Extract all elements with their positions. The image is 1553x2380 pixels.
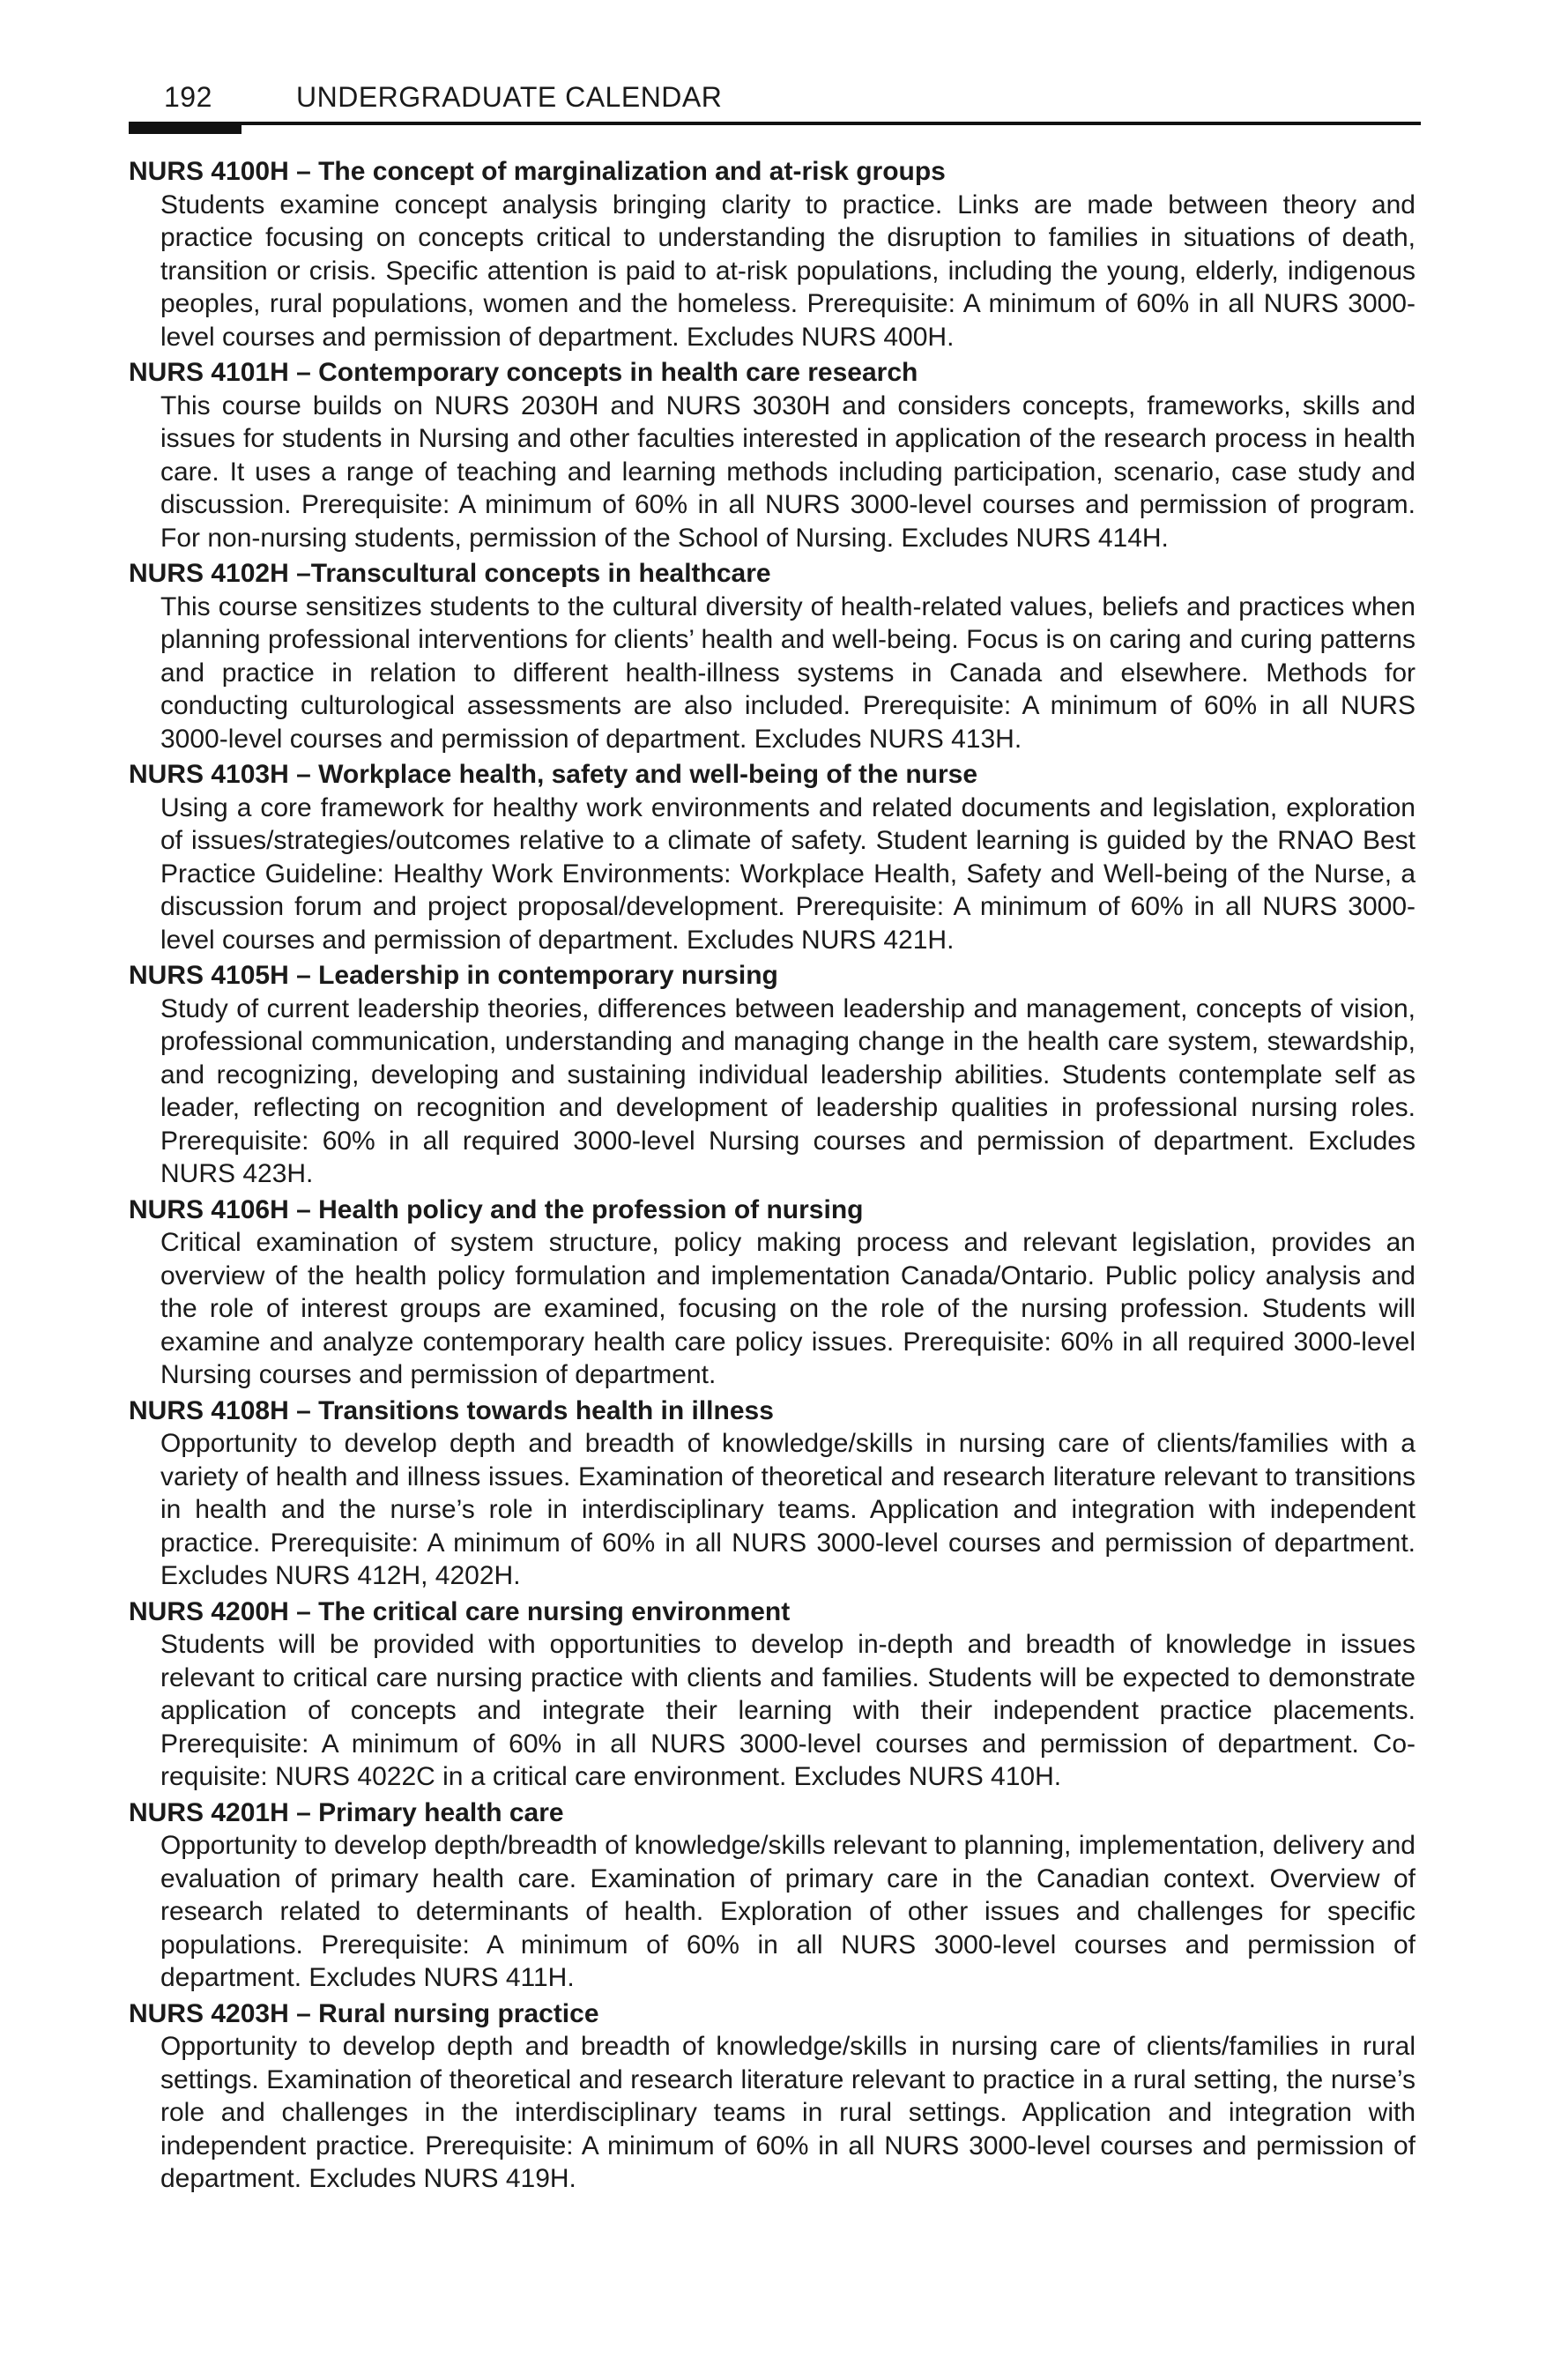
course-entry-nurs-4105h [129,959,1421,1191]
course-description: Opportunity to develop depth and breadth of knowledge/skills in nursing care of clients/families with a variety of health and illness issues. Examination of theoretical and research literature relevant to transitions in health and the nurse’s role in interdisciplinary teams. Application and integration with independent practice. Prerequisite: A minimum of 60% in all NURS 3000-level courses and permission of department. Excludes NURS 412H, 4202H. [160,1429,1416,1590]
header-rule-line [129,122,1421,125]
course-description: Students examine concept analysis bringing clarity to practice. Links are made between theory and practice focusing on concepts critical to understanding the disruption to families in situations of death, transition or crisis. Specific attention is paid to at-risk populations, including the young, elderly, indigenous peoples, rural populations, women and the homeless. Prerequisite: A minimum of 60% in all NURS 3000-level courses and permission of department. Excludes NURS 400H. [160,190,1416,352]
course-title: NURS 4101H – Contemporary concepts in health care research [129,358,918,387]
course-entry-nurs-4102h [129,557,1421,755]
course-description: Using a core framework for healthy work environments and related documents and legislation, exploration of issues/strategies/outcomes relative to a climate of safety. Student learning is guided by the RNAO Best Practice Guideline: Healthy Work Environments: Workplace Health, Safety and Well-being of the Nurse, a discussion forum and project proposal/development. Prerequisite: A minimum of 60% in all NURS 3000-level courses and permission of department. Excludes NURS 421H. [160,792,1416,955]
course-description: This course sensitizes students to the cultural diversity of health-related values, beliefs and practices when planning professional interventions for clients’ health and well-being. Focus is on caring and curing patterns and practice in relation to different health-illness systems in Canada and elsewhere. Methods for conducting culturological assessments are also included. Prerequisite: A minimum of 60% in all NURS 3000-level courses and permission of department. Excludes NURS 413H. [160,591,1416,754]
running-header [129,81,1421,120]
course-title: NURS 4200H – The critical care nursing environment [129,1596,791,1626]
course-entry-nurs-4201h [129,1796,1421,1995]
header-rule-block [129,122,241,134]
course-title: NURS 4203H – Rural nursing practice [129,1998,599,2028]
course-description: Students will be provided with opportunities to develop in-depth and breadth of knowledge in issues relevant to critical care nursing practice with clients and families. Students will be expected to demonstrate application of concepts and integrate their learning with their independent practice placements. Prerequisite: A minimum of 60% in all NURS 3000-level courses and permission of department. Co-requisite: NURS 4022C in a critical care environment. Excludes NURS 410H. [160,1630,1416,1791]
course-description: Critical examination of system structure, policy making process and relevant legislation, provides an overview of the health policy formulation and implementation Canada/Ontario. Public policy analysis and the role of interest groups are examined, focusing on the role of the nursing profession. Students will examine and analyze contemporary health care policy issues. Prerequisite: 60% in all required 3000-level Nursing courses and permission of department. [160,1228,1416,1389]
page-content [129,81,1421,2198]
course-entry-nurs-4100h [129,155,1421,353]
course-title: NURS 4103H – Workplace health, safety and well-being of the nurse [129,760,978,789]
course-entry-nurs-4203h [129,1997,1421,2196]
course-title: NURS 4201H – Primary health care [129,1797,564,1827]
course-title: NURS 4105H – Leadership in contemporary nursing [129,961,778,990]
course-description: Opportunity to develop depth/breadth of knowledge/skills relevant to planning, implementation, delivery and evaluation of primary health care. Examination of primary care in the Canadian context. Overview of research related to determinants of health. Exploration of other issues and challenges for specific populations. Prerequisite: A minimum of 60% in all NURS 3000-level courses and permission of department. Excludes NURS 411H. [160,1831,1416,1992]
page-number: 192 [164,81,212,113]
course-list [129,155,1421,2196]
course-description: Opportunity to develop depth and breadth of knowledge/skills in nursing care of clients/families in rural settings. Examination of theoretical and research literature relevant to practice in a rural setting, the nurse’s role and challenges in the interdisciplinary teams in rural settings. Application and integration with independent practice. Prerequisite: A minimum of 60% in all NURS 3000-level courses and permission of department. Excludes NURS 419H. [160,2032,1416,2193]
course-entry-nurs-4106h [129,1194,1421,1392]
course-description: Study of current leadership theories, differences between leadership and management, concepts of vision, professional communication, understanding and managing change in the health care system, stewardship, and recognizing, developing and sustaining individual leadership abilities. Students contemplate self as leader, reflecting on recognition and development of leadership qualities in professional nursing roles. Prerequisite: 60% in all required 3000-level Nursing courses and permission of department. Excludes NURS 423H. [160,993,1416,1188]
course-description: This course builds on NURS 2030H and NURS 3030H and considers concepts, frameworks, skills and issues for students in Nursing and other faculties interested in application of the research process in health care. It uses a range of teaching and learning methods including participation, scenario, case study and discussion. Prerequisite: A minimum of 60% in all NURS 3000-level courses and permission of program. For non-nursing students, permission of the School of Nursing. Excludes NURS 414H. [160,390,1416,553]
header-rule [129,122,1421,134]
course-title: NURS 4100H – The concept of marginalization and at-risk groups [129,157,946,186]
course-entry-nurs-4101h [129,356,1421,554]
course-title: NURS 4108H – Transitions towards health in illness [129,1395,774,1425]
calendar-title: UNDERGRADUATE CALENDAR [296,81,723,113]
course-title: NURS 4102H –Transcultural concepts in healthcare [129,559,771,588]
course-entry-nurs-4103h [129,758,1421,956]
course-title: NURS 4106H – Health policy and the profession of nursing [129,1194,864,1224]
course-entry-nurs-4108h [129,1395,1421,1593]
course-entry-nurs-4200h [129,1595,1421,1794]
